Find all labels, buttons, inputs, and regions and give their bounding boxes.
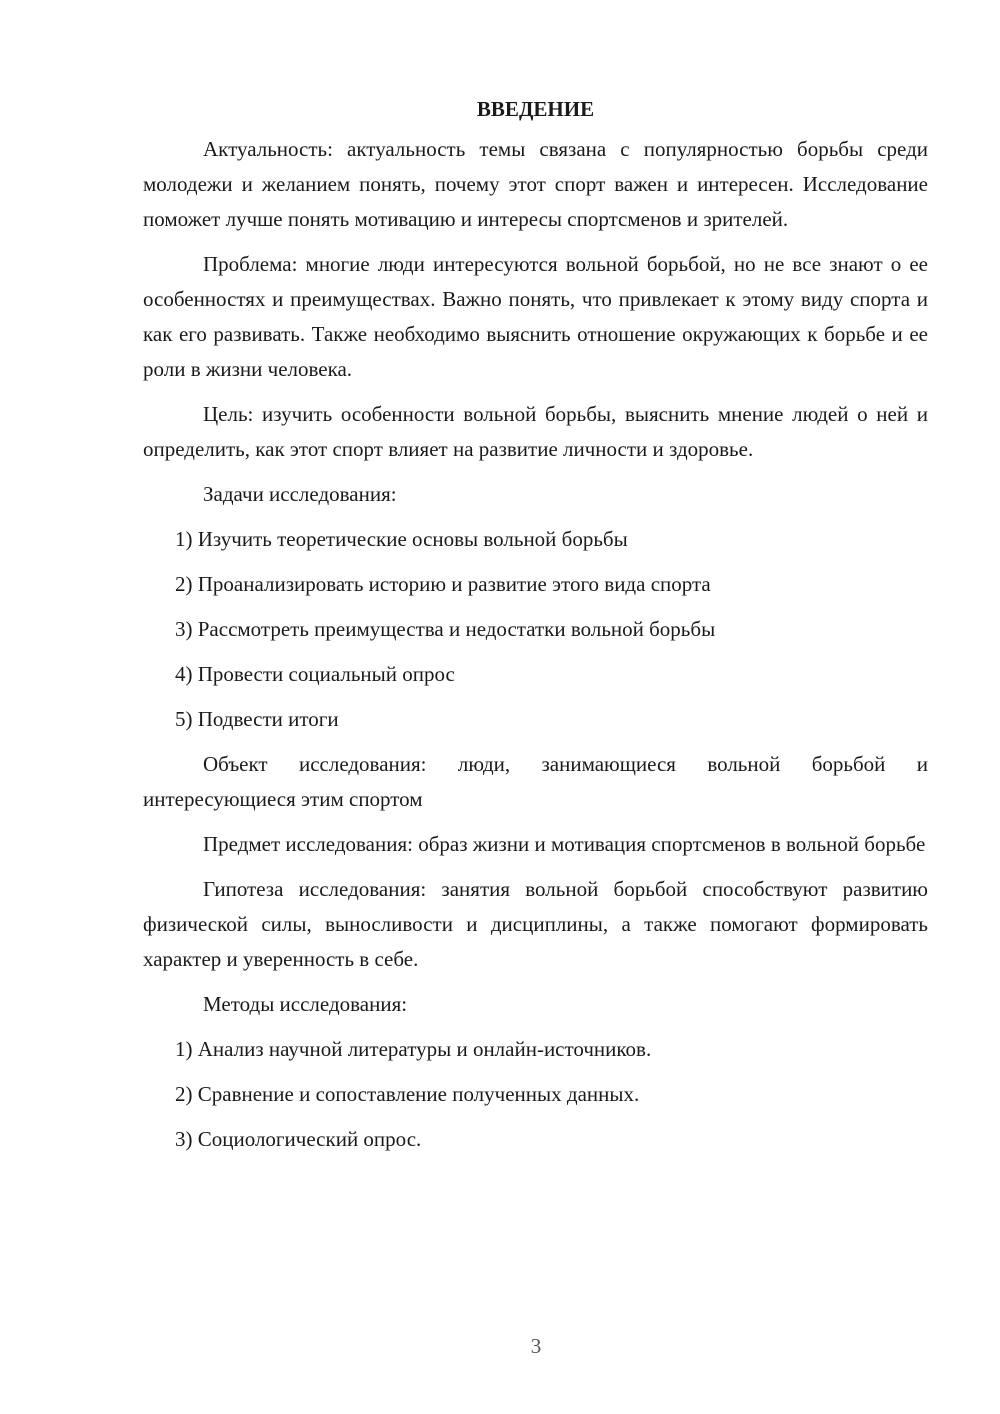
hypothesis-paragraph: Гипотеза исследования: занятия вольной борьбой способствуют развитию физической силы, выносливости и дисциплины, а также помогают формировать характер и уверенность в себе. xyxy=(143,877,928,971)
tasks-list xyxy=(143,522,928,737)
methods-list xyxy=(143,1032,928,1157)
list-item: 1) Анализ научной литературы и онлайн-источников. xyxy=(175,1037,652,1061)
list-item: 5) Подвести итоги xyxy=(175,707,339,731)
page-number: 3 xyxy=(530,1334,542,1358)
list-item: 2) Проанализировать историю и развитие этого вида спорта xyxy=(175,572,711,596)
relevance-paragraph: Актуальность: актуальность темы связана с популярностью борьбы среди молодежи и желанием понять, почему этот спорт важен и интересен. Исследование поможет лучше понять мотивацию и интересы спортсменов и зрителей. xyxy=(143,137,928,231)
subject-paragraph: Предмет исследования: образ жизни и мотивация спортсменов в вольной борьбе xyxy=(203,832,926,856)
goal-paragraph: Цель: изучить особенности вольной борьбы, выяснить мнение людей о ней и определить, как этот спорт влияет на развитие личности и здоровье. xyxy=(143,402,928,461)
methods-title: Методы исследования: xyxy=(203,992,408,1016)
page-title: ВВЕДЕНИЕ xyxy=(476,97,595,121)
list-item: 1) Изучить теоретические основы вольной борьбы xyxy=(175,527,628,551)
list-item: 3) Социологический опрос. xyxy=(175,1127,422,1151)
document-page xyxy=(143,92,928,1167)
problem-paragraph: Проблема: многие люди интересуются вольной борьбой, но не все знают о ее особенностях и преимуществах. Важно понять, что привлекает к этому виду спорта и как его развивать. Также необходимо выяснить отношение окружающих к борьбе и ее роли в жизни человека. xyxy=(143,252,928,381)
list-item: 2) Сравнение и сопоставление полученных данных. xyxy=(175,1082,640,1106)
list-item: 3) Рассмотреть преимущества и недостатки вольной борьбы xyxy=(175,617,716,641)
object-paragraph: Объект исследования: люди, занимающиеся вольной борьбой и интересующиеся этим спортом xyxy=(143,752,928,811)
tasks-title: Задачи исследования: xyxy=(203,482,397,506)
list-item: 4) Провести социальный опрос xyxy=(175,662,455,686)
